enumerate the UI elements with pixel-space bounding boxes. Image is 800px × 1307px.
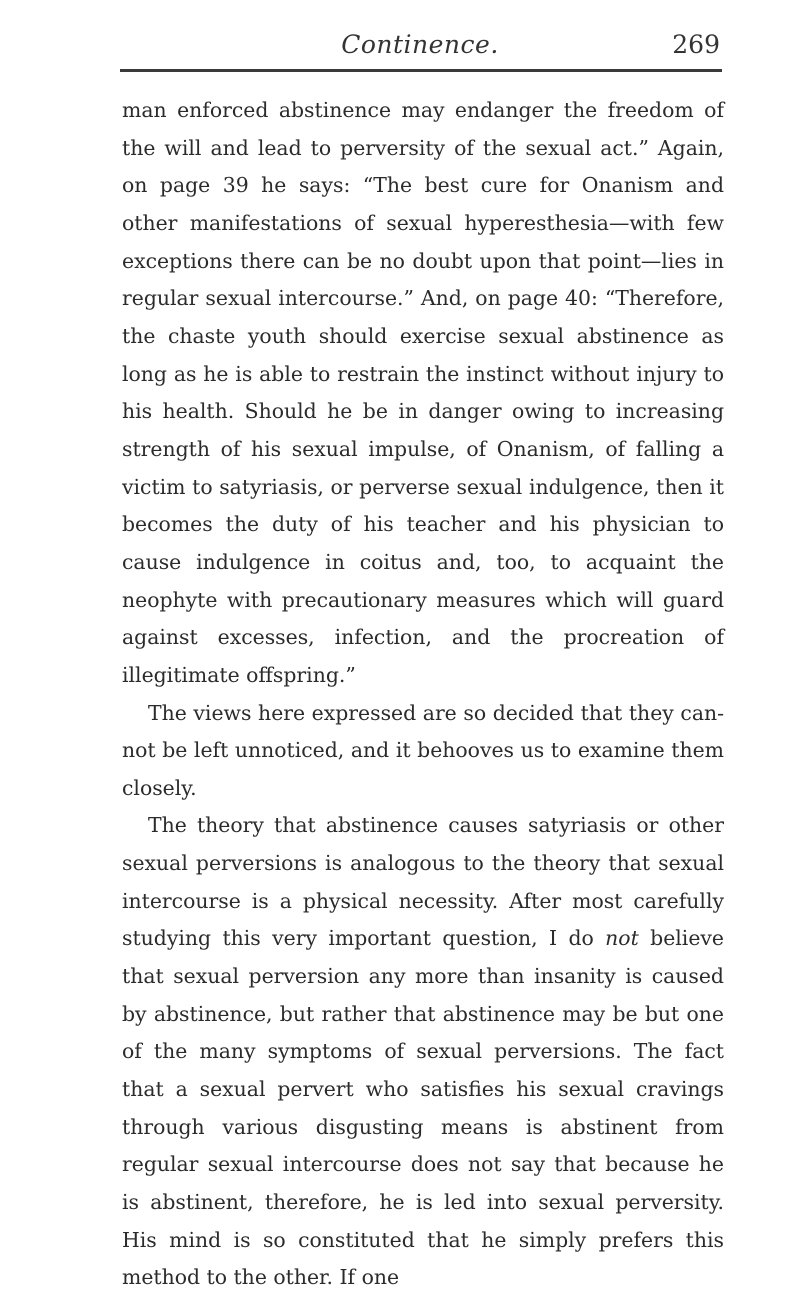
paragraph-text-after-emphasis: believe that sexual perversion any more than insanity is caused by abstinence, but rather that abstinence may be but one of the many symptoms of sexual perversions. The fact that a sexual pervert who satisfies his sexual cravings through various disgusting means is abstinent from regular sexual intercourse does not say that because he is abstinent, therefore, he is led into sexual perversity. His mind is so constituted that he simply prefers this method to the other. If one [122, 926, 724, 1290]
running-head [120, 30, 720, 70]
paragraph-text-before-emphasis: The theory that abstinence causes satyriasis or other sexual perversions is analogous to the theory that sexual intercourse is a physical necessity. After most carefully studying this very important question, I do [122, 813, 724, 951]
emphasized-word: not [605, 926, 639, 951]
running-title: Continence. [341, 30, 499, 59]
body-text [122, 92, 724, 1297]
paragraph: The views here expressed are so decided that they cannot be left unnoticed, and it behooves us to examine them closely. [122, 700, 724, 800]
paragraph-continued: man enforced abstinence may endanger the freedom of the will and lead to perversity of the sexual act.” Again, on page 39 he says: “The best cure for Onanism and other manifestations of sexual hyperesthesia—with few exceptions there can be no doubt upon that point—lies in regular sexual intercourse.” And, on page 40: “Therefore, the chaste youth should exercise sexual abstinence as long as he is able to restrain the instinct without injury to his health. Should he be in danger owing to increasing strength of his sexual impulse, of Onanism, of falling a victim to satyriasis, or perverse sexual indulgence, then it becomes the duty of his teacher and his physician to cause indulgence in coitus and, too, to acquaint the neophyte with precautionary measures which will guard against excesses, infection, and the procreation of illegitimate offspring.” [122, 98, 724, 687]
paragraph [122, 807, 724, 1297]
header-rule [120, 69, 722, 72]
page-number: 269 [672, 30, 720, 59]
